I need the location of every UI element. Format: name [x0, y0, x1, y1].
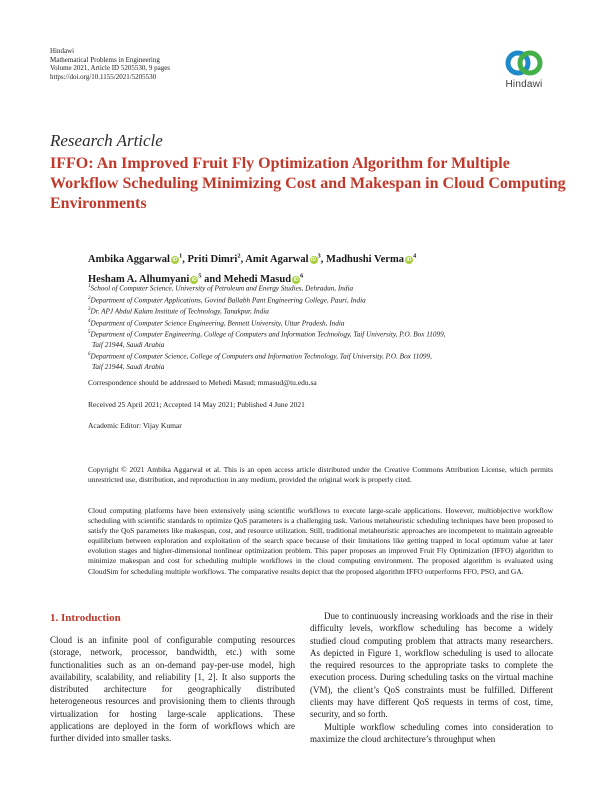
- author-name: Priti Dimri: [187, 253, 238, 265]
- affiliation-line: [88, 282, 558, 294]
- affiliation-line: [88, 294, 558, 306]
- author-name: Madhushi Verma: [326, 253, 404, 265]
- section-heading: 1. Introduction: [50, 612, 121, 624]
- affiliation: [88, 294, 558, 306]
- affiliation-text: Department of Computer Science Engineering, Bennett University, Uttar Pradesh, India: [90, 319, 345, 328]
- orcid-icon[interactable]: iD: [293, 277, 299, 283]
- intro-left-column: [50, 634, 295, 745]
- abstract: Cloud computing platforms have been extensively using scientific workflows to execute large-scale applications. However, multiobjective workflow scheduling with scientific standards to optimize QoS parameters is a challenging task. Various metaheuristic scheduling techniques have been proposed to satisfy the QoS parameters like makespan, cost, and resource utilization. Still, traditional metaheuristic approaches are incompetent to maintain agreeable equilibrium between exploration and exploitation of the search space because of their limitations like getting trapped in local optimum value at later evolution stages and higher-dimensional nonlinear optimization problem. This paper proposes an improved Fruit Fly Optimization (IFFO) algorithm to minimize makespan and cost for scheduling multiple workflows in the cloud computing environment. The proposed algorithm is evaluated using CloudSim for scheduling multiple workflows. The comparative results depict that the proposed algorithm IFFO outperforms FFO, PSO, and GA.: [88, 506, 553, 576]
- affiliation-line: [88, 340, 558, 350]
- affiliation-line: [88, 328, 558, 340]
- author: [187, 254, 245, 265]
- article-type: Research Article: [50, 131, 163, 150]
- dates: Received 25 April 2021; Accepted 14 May 2021; Published 4 June 2021: [88, 400, 305, 409]
- affiliation-number: 1: [88, 284, 91, 289]
- affiliation-number: 5: [88, 330, 91, 336]
- hindawi-logo: [494, 48, 554, 90]
- author-separator: ,: [240, 253, 246, 265]
- affiliation-line: [88, 362, 558, 372]
- affiliation-number: 4: [88, 318, 91, 324]
- author-affiliation-number: 3: [317, 252, 321, 259]
- intro-paragraph: Cloud is an infinite pool of configurable computing resources (storage, network, processor, bandwidth, etc.) with some functionalities such as an on-demand pay-per-use model, high availability, scalability, and reliability [1, 2]. It also supports the distributed architecture for geographically distributed heterogeneous resources and provisioning them to clients through virtualization for hosting large-scale applications. These applications are deployed in the form of workflows which are further divided into smaller tasks.: [50, 635, 295, 744]
- affiliation-list: [88, 282, 558, 372]
- author-separator: ,: [320, 253, 327, 265]
- author-affiliation-number: 1: [178, 252, 183, 259]
- affiliation-number: 2: [88, 295, 91, 301]
- author-separator: and: [201, 274, 224, 285]
- intro-right-column: [310, 610, 553, 745]
- copyright: Copyright © 2021 Ambika Aggarwal et al. This is an open access article distributed under the Creative Commons Attribution License, which permits unrestricted use, distribution, and reproduction in any medium, provided the original work is properly cited.: [88, 465, 553, 484]
- affiliation: [88, 282, 558, 294]
- affiliation-text: Taif 21944, Saudi Arabia: [92, 340, 165, 349]
- academic-editor: Academic Editor: Vijay Kumar: [88, 421, 182, 430]
- journal-publisher: Hindawi: [50, 47, 75, 55]
- affiliation-text: Taif 21944, Saudi Arabia: [92, 362, 165, 371]
- author: [245, 254, 326, 265]
- correspondence: Correspondence should be addressed to Mehedi Masud; mmasud@tu.edu.sa: [88, 378, 317, 387]
- author-affiliation-number: 5: [198, 272, 202, 280]
- paper-title: IFFO: An Improved Fruit Fly Optimization Algorithm for Multiple Workflow Scheduling Minimizing Cost and Makespan in Cloud Computing Environments: [50, 155, 566, 212]
- orcid-icon[interactable]: iD: [406, 256, 412, 263]
- logo-text: Hindawi: [505, 79, 543, 90]
- author-name: Ambika Aggarwal: [88, 253, 170, 265]
- journal-volume: Volume 2021, Article ID 5205530, 9 pages: [50, 64, 171, 73]
- author-name: Mehedi Masud: [223, 274, 292, 285]
- orcid-icon[interactable]: iD: [311, 256, 317, 263]
- affiliation-text: School of Computer Science, University of Petroleum and Energy Studies, Dehradun, India: [90, 284, 354, 293]
- author: [326, 254, 416, 265]
- affiliation: [88, 328, 558, 350]
- author-affiliation-number: 4: [412, 252, 417, 259]
- orcid-icon[interactable]: iD: [191, 277, 197, 283]
- affiliation-text: Department of Computer Applications, Govind Ballabh Pant Engineering College, Pauri, India: [90, 295, 366, 304]
- affiliation-line: [88, 317, 558, 329]
- affiliation-text: Department of Computer Science, College of Computers and Information Technology, Taif University, P.O. Box 11099,: [90, 352, 432, 361]
- hindawi-rings-icon: [503, 48, 545, 78]
- affiliation: [88, 305, 558, 317]
- journal-doi[interactable]: https://doi.org/10.1155/2021/5205530: [50, 72, 157, 81]
- author-affiliation-number: 2: [237, 252, 241, 259]
- intro-paragraph: Due to continuously increasing workloads and the rise in their difficulty levels, workflow scheduling has become a widely studied cloud computing problem that attracts many researchers. As depicted in Figure 1, workflow scheduling is used to allocate the required resources to the appropriate tasks to complete the execution process. During scheduling tasks on the virtual machine (VM), the client’s QoS constraints must be fulfilled. Different clients may have different QoS requests in terms of cost, time, security, and so forth.: [310, 611, 553, 720]
- affiliation-number: 3: [88, 307, 91, 313]
- author-separator: ,: [182, 253, 188, 265]
- affiliation-text: Department of Computer Engineering, College of Computers and Information Technology, Taif University, P.O. Box 11099,: [90, 330, 446, 339]
- affiliation-line: [88, 350, 558, 362]
- affiliation-line: [88, 305, 558, 317]
- affiliation-number: 6: [88, 352, 91, 358]
- affiliation-text: Dr. APJ Abdul Kalam Institute of Technology, Tanakpur, India: [90, 307, 269, 316]
- author-affiliation-number: 6: [300, 272, 304, 280]
- author: [88, 254, 187, 265]
- author-name: Amit Agarwal: [245, 253, 309, 265]
- intro-paragraph: Multiple workflow scheduling comes into consideration to maximize the cloud architecture’s throughput when: [310, 721, 553, 744]
- affiliation: [88, 350, 558, 372]
- author-name: Hesham A. Alhumyani: [88, 274, 190, 285]
- journal-info: [50, 47, 170, 81]
- journal-name: Mathematical Problems in Engineering: [50, 55, 160, 64]
- orcid-icon[interactable]: iD: [172, 256, 178, 263]
- affiliation: [88, 317, 558, 329]
